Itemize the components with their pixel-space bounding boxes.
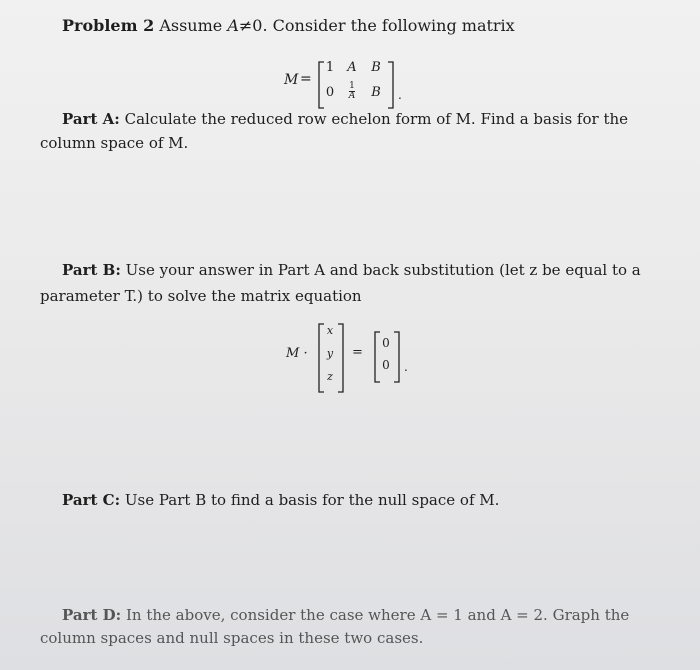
vector-right-bracket bbox=[336, 322, 346, 394]
matrix-equation bbox=[286, 320, 426, 396]
assume-value: 0. bbox=[252, 16, 268, 35]
part-a-line-2: column space of M. bbox=[40, 134, 189, 152]
rhs-right-bracket bbox=[392, 330, 402, 384]
fraction-numerator: 1 bbox=[349, 81, 355, 91]
part-b-line-1 bbox=[62, 261, 641, 279]
not-equal-sign: ≠ bbox=[238, 16, 253, 35]
matrix-cell-2-2 bbox=[344, 82, 360, 101]
fraction-denominator: A bbox=[348, 91, 356, 101]
matrix-cell-1-1: 1 bbox=[325, 60, 335, 75]
vector-x: x bbox=[326, 324, 334, 337]
part-a-text-1: Calculate the reduced row echelon form of M. Find a basis for the bbox=[124, 110, 629, 128]
problem-statement bbox=[62, 16, 515, 35]
assume-text: Assume bbox=[159, 16, 223, 35]
part-c-label: Part C: bbox=[62, 491, 121, 509]
part-c-line bbox=[62, 491, 499, 509]
assume-variable: A bbox=[227, 16, 239, 35]
part-b-line-2: parameter T.) to solve the matrix equation bbox=[40, 287, 362, 305]
equation-lhs: M · bbox=[286, 346, 308, 361]
part-d-line-2: column spaces and null spaces in these two cases. bbox=[40, 629, 424, 647]
rhs-zero-2: 0 bbox=[382, 358, 390, 372]
matrix-m bbox=[284, 58, 444, 114]
problem-heading: Problem 2 bbox=[62, 16, 155, 35]
vector-y: y bbox=[326, 347, 334, 360]
vector-z: z bbox=[327, 370, 333, 383]
matrix-cell-2-1: 0 bbox=[325, 85, 335, 100]
part-b-label: Part B: bbox=[62, 261, 121, 279]
part-d-text-1: In the above, consider the case where A = 1 and A = 2. Graph the bbox=[125, 606, 630, 624]
matrix-cell-1-3: B bbox=[371, 60, 381, 75]
matrix-trailing-period: . bbox=[398, 88, 402, 102]
part-c-text: Use Part B to find a basis for the null space of M. bbox=[124, 491, 500, 509]
matrix-right-bracket bbox=[386, 60, 396, 110]
rhs-zero-1: 0 bbox=[382, 336, 390, 350]
part-d-label: Part D: bbox=[62, 606, 122, 624]
consider-text: Consider the following matrix bbox=[272, 16, 515, 35]
part-d-line-1 bbox=[62, 606, 629, 624]
matrix-cell-1-2: A bbox=[347, 60, 357, 75]
matrix-m-equals: = bbox=[300, 71, 312, 87]
part-a-label: Part A: bbox=[62, 110, 120, 128]
equation-trailing-period: . bbox=[404, 360, 408, 374]
matrix-m-name: M bbox=[284, 72, 299, 88]
part-a-line-1 bbox=[62, 110, 628, 128]
matrix-cell-2-3: B bbox=[371, 85, 381, 100]
equation-equals: = bbox=[352, 345, 363, 360]
part-b-text-1: Use your answer in Part A and back substitution (let z be equal to a bbox=[125, 261, 641, 279]
